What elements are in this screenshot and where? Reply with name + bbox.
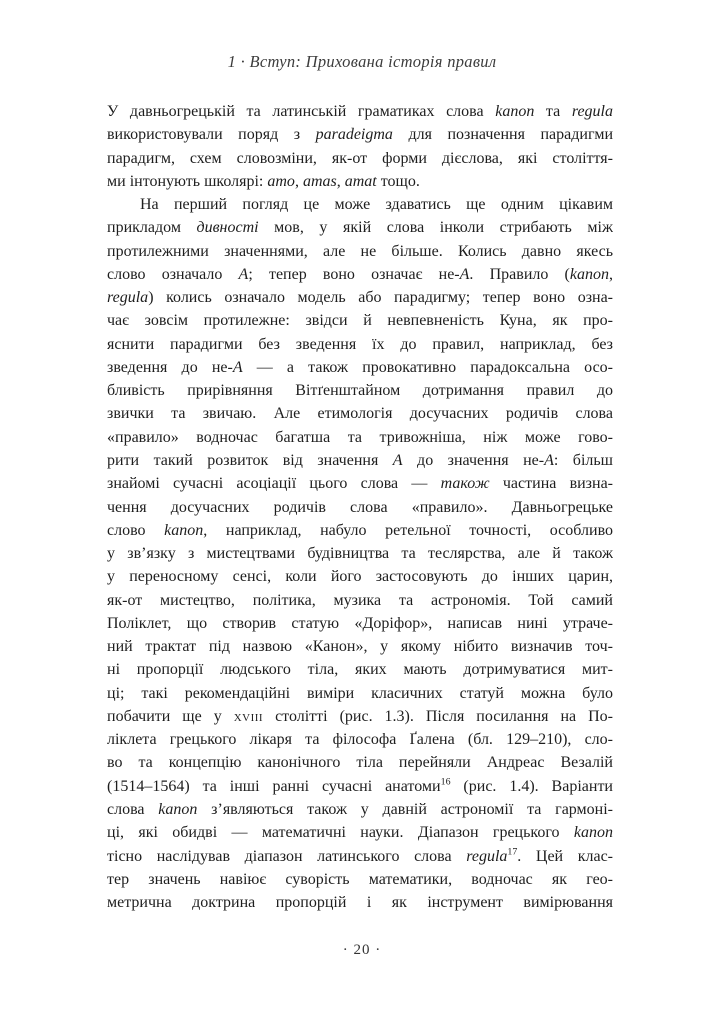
text-line: слово kanon, наприклад, набуло ретельної точності, особливо	[107, 521, 613, 539]
text-block	[107, 100, 613, 914]
text-line: На перший погляд це може здаватись ще одним цікавим	[140, 196, 613, 214]
text-line: regula) колись означало модель або парадигму; тепер воно озна-	[107, 289, 613, 307]
text-line: у переносному сенсі, коли його застосовують до інших царин,	[107, 568, 613, 586]
text-line: у зв’язку з мистецтвами будівництва та теслярства, але й також	[107, 545, 613, 563]
text-line: парадигм, схем словозміни, як-от форми дієслова, які століття-	[107, 149, 613, 167]
text-line: рити такий розвиток від значення А до значення не-А: більш	[107, 451, 613, 469]
text-line: ні пропорції людського тіла, яких мають дотримуватися мит-	[107, 661, 613, 679]
text-line: во та концепцію канонічного тіла перейняли Андреас Везалій	[107, 754, 613, 772]
text-line: побачити ще у xviii столітті (рис. 1.3). Після посилання на По-	[107, 707, 613, 725]
text-line: зведення до не-А — а також провокативно парадоксальна осо-	[107, 358, 613, 376]
text-line: знайомі сучасні асоціації цього слова — також частина визна-	[107, 475, 613, 493]
text-line: слово означало А; тепер воно означає не-А. Правило (kanon,	[107, 265, 613, 283]
text-line: використовували поряд з paradeigma для позначення парадигми	[107, 126, 613, 144]
text-line: яснити парадигми без зведення їх до правил, наприклад, без	[107, 335, 613, 353]
text-line: ліклета грецького лікаря та філософа Ґалена (бл. 129–210), сло-	[107, 731, 613, 749]
text-line: чає зовсім протилежне: звідси й невпевненість Куна, як про-	[107, 312, 613, 330]
text-line: ці; такі рекомендаційні виміри класичних статуй можна було	[107, 684, 613, 702]
text-line: тер значень навіює суворість математики, водночас як гео-	[107, 870, 613, 888]
text-line: звички та звичаю. Але етимологія досучасних родичів слова	[107, 405, 613, 423]
text-line: ми інтонують школярі: amo, amas, amat тощо.	[107, 172, 420, 190]
text-line: чення досучасних родичів слова «правило». Давньогрецьке	[107, 498, 613, 516]
text-line: ці, які обидві — математичні науки. Діапазон грецького kanon	[107, 824, 613, 842]
text-line: тісно наслідував діапазон латинського слова regula$^{17}$. Цей клас-	[107, 846, 613, 865]
page-number: · 20 ·	[342, 942, 382, 958]
text-line: бливість прирівняння Вітґенштайном дотримання правил до	[107, 382, 613, 400]
text-line: як-от мистецтво, політика, музика та астрономія. Той самий	[107, 591, 613, 609]
text-line: Поліклет, що створив статую «Доріфор», написав нині утраче-	[107, 614, 613, 632]
text-line: прикладом дивності мов, у якій слова інколи стрибають між	[107, 219, 613, 237]
text-line: У давньогрецькій та латинській граматиках слова kanon та regula	[107, 103, 613, 120]
text-line: (1514–1564) та інші ранні сучасні анатоми$^{16}$ (рис. 1.4). Варіанти	[107, 776, 613, 795]
running-header: 1 · Вступ: Прихована історія правил	[227, 52, 497, 71]
text-line: ний трактат під назвою «Канон», у якому нібито визначив точ-	[107, 638, 613, 656]
text-line: слова kanon з’являються також у давній астрономії та гармоні-	[107, 800, 613, 818]
text-line: метрична доктрина пропорцій і як інструмент вимірювання	[107, 894, 613, 912]
text-line: «правило» водночас багатша та тривожніша, ніж може гово-	[107, 428, 613, 446]
text-line: протилежними значеннями, але не більше. Колись давно якесь	[107, 242, 613, 260]
